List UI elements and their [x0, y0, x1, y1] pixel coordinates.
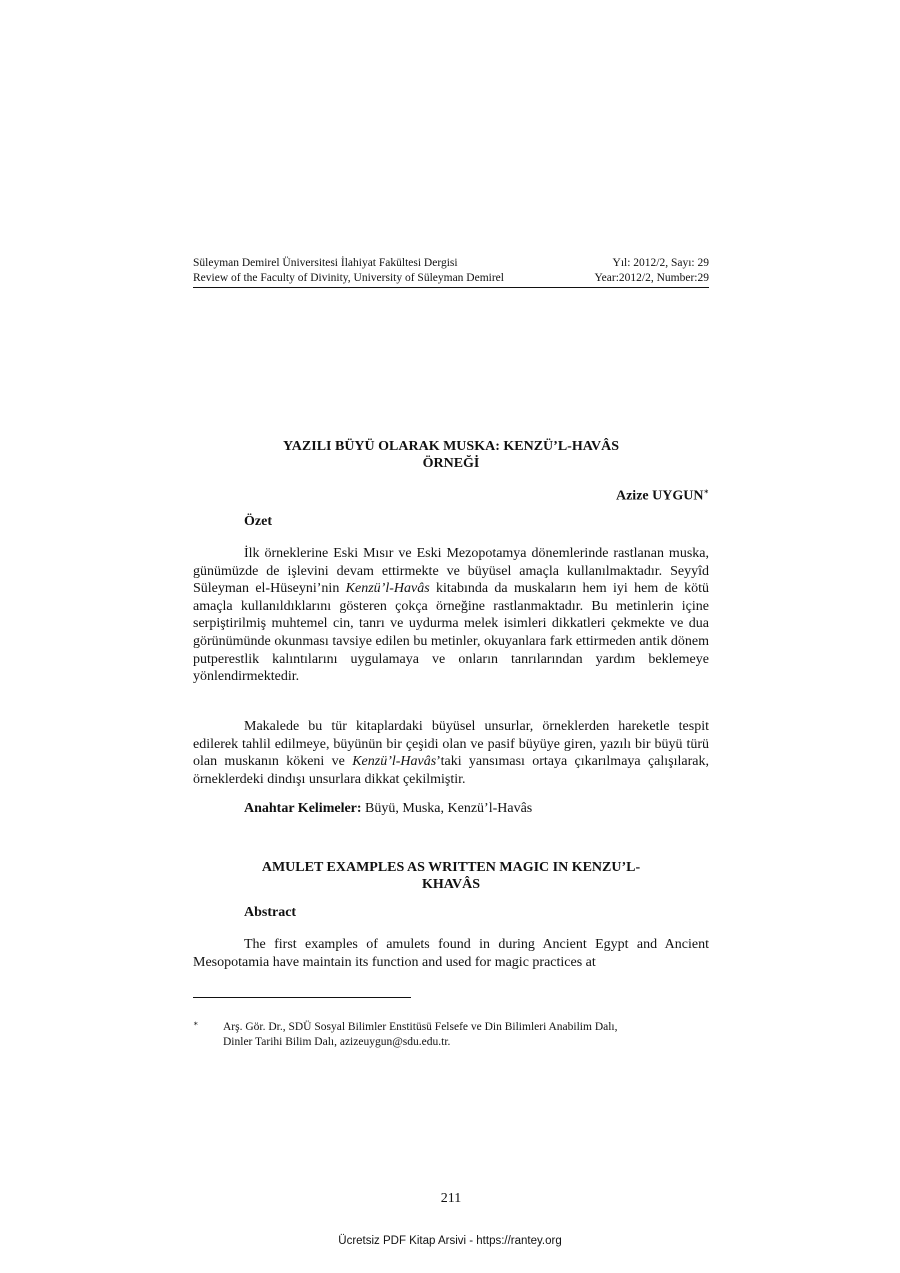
- ozet-p2-book-title: Kenzü’l-Havâs: [352, 754, 437, 770]
- author-footnote-mark: ∗: [703, 487, 709, 496]
- watermark-text: Ücretsiz PDF Kitap Arsivi - https://rantey.org: [338, 1235, 562, 1247]
- article-title-en-line-1: AMULET EXAMPLES AS WRITTEN MAGIC IN KENZU’L-: [261, 860, 641, 875]
- keywords-label: Anahtar Kelimeler:: [244, 801, 362, 816]
- article-title: [193, 438, 709, 472]
- ozet-heading: Özet: [244, 514, 272, 529]
- header-rule: [193, 287, 709, 288]
- article-title-line-1: YAZILI BÜYÜ OLARAK MUSKA: KENZÜ’L-HAVÂS: [282, 439, 620, 454]
- keywords-value: Büyü, Muska, Kenzü’l-Havâs: [361, 801, 533, 816]
- abstract-heading: Abstract: [244, 905, 297, 920]
- ozet-paragraph-1: [193, 545, 709, 686]
- footnote-rule: [193, 997, 411, 998]
- footnote-line-1: Arş. Gör. Dr., SDÜ Sosyal Bilimler Enstitüsü Felsefe ve Din Bilimleri Anabilim Dalı,: [223, 1021, 618, 1033]
- running-header: [193, 256, 709, 288]
- abstract-paragraph-1: The first examples of amulets found in during Ancient Egypt and Ancient Mesopotamia have maintain its function and used for magic practices at: [193, 937, 709, 970]
- ozet-paragraph-2: [193, 718, 709, 788]
- ozet-p1-text-b: kitabında da muskaların hem iyi hem de kötü amaçla kullanıldıklarını gösteren çokça örneğine rastlanmaktadır. Bu metinlerin içine serpiştirilmiş muhtemel cin, tanrı ve uydurma melek isimleri dikkatleri çekmekte ve dua görünümünde okunması tavsiye edilen bu metinler, okuyanlara fark ettirmeden antik dönem putperestlik kalıntılarını uygulamaya ve onların tanrılarından yardım beklemeye yönlendirmektedir.: [193, 581, 709, 685]
- article-title-en: [193, 859, 709, 893]
- issue-info-tr: Yıl: 2012/2, Sayı: 29: [612, 257, 709, 269]
- footnote-mark: ∗: [193, 1019, 199, 1028]
- ozet-p1-text-a: İlk örneklerine Eski Mısır ve Eski Mezopotamya dönemlerinde rastlanan muska, günümüzde de işlevini devam ettirmekte ve büyüsel amaçla kullanılmaktadır. Seyyîd Süleyman el-Hüseyni’nin: [193, 546, 709, 597]
- footnote: [193, 1020, 709, 1050]
- page-number: 211: [440, 1191, 462, 1206]
- ozet-p1-book-title: Kenzü’l-Havâs: [345, 581, 430, 597]
- article-title-line-2: ÖRNEĞİ: [422, 456, 480, 471]
- journal-name-en: Review of the Faculty of Divinity, University of Süleyman Demirel: [193, 272, 504, 284]
- author-name: Azize UYGUN: [615, 488, 704, 504]
- author: [193, 486, 709, 505]
- ozet-p2-text-a: Makalede bu tür kitaplardaki büyüsel unsurlar, örneklerden hareketle tespit edilerek tahlil edilmeye, büyünün bir çeşidi olan ve pasif büyüye giren, yazılı bir büyü türü olan muskanın kökeni ve: [193, 719, 709, 770]
- header-line-1: [193, 256, 709, 271]
- journal-name-tr: Süleyman Demirel Üniversitesi İlahiyat Fakültesi Dergisi: [193, 257, 458, 269]
- article-title-en-line-2: KHAVÂS: [421, 877, 481, 892]
- footnote-line-2: Dinler Tarihi Bilim Dalı, azizeuygun@sdu.edu.tr.: [223, 1036, 451, 1048]
- keywords: [244, 801, 532, 817]
- issue-info-en: Year:2012/2, Number:29: [594, 272, 709, 284]
- ozet-p2-text-b: ’taki yansıması ortaya çıkarılmaya çalışılarak, örneklerdeki dindışı unsurlara dikkat çekilmiştir.: [193, 754, 709, 787]
- header-line-2: [193, 271, 709, 286]
